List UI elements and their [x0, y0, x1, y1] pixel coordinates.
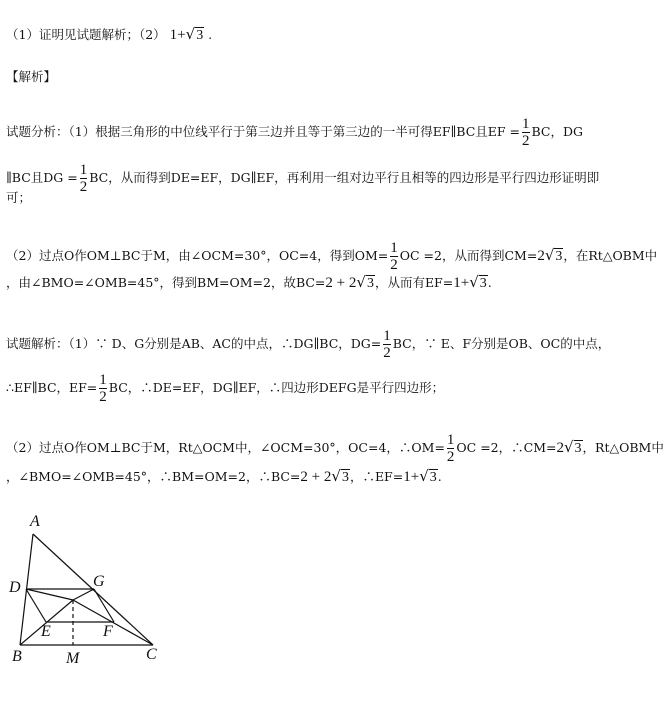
fraction-half: $\frac{1}{2}$	[99, 372, 107, 405]
fraction-half: $\frac{1}{2}$	[522, 116, 530, 149]
label-A: A	[30, 513, 40, 530]
label-B: B	[12, 648, 22, 665]
fraction-half: $\frac{1}{2}$	[79, 162, 88, 195]
answer-line	[6, 26, 630, 44]
label-G: G	[93, 573, 105, 590]
label-E: E	[41, 623, 51, 640]
analysis-line-4: （2）过点O作OM⊥BC于M，由∠OCM=30°，OC=4，得到OM= $\frac{1}{2}$ OC =2，从而得到CM=2√3，在Rt△OBM中	[6, 240, 658, 273]
answer-end: .	[208, 27, 213, 42]
jiexi-header: 【解析】	[6, 69, 57, 84]
label-F: F	[103, 623, 113, 640]
solution-line-4: ，∠BMO=∠OMB=45°，∴BM=OM=2，∴BC=2 + 2√3，∴EF=1+√3.	[6, 467, 442, 485]
figure-lines	[20, 534, 153, 645]
label-D: D	[9, 579, 21, 596]
answer-text: （1）证明见试题解析；（2）	[6, 27, 166, 42]
solution-line-3: （2）过点O作OM⊥BC于M，Rt△OCM中，∠OCM=30°，OC=4，∴OM= $\frac{1}{2}$ OC =2，∴CM=2√3，Rt△OBM中	[6, 432, 664, 465]
fraction-half: $\frac{1}{2}$	[390, 240, 398, 273]
solution-line-2: ∴EF∥BC，EF= $\frac{1}{2}$ BC，∴DE=EF，DG∥EF，∴四边形DEFG是平行四边形；	[6, 372, 445, 405]
analysis-line-1: 试题分析：（1）根据三角形的中位线平行于第三边并且等于第三边的一半可得EF∥BC且EF = $\frac{1}{2}$ BC，DG	[6, 116, 584, 149]
label-M: M	[66, 650, 80, 667]
sqrt-expr: √3	[185, 25, 204, 43]
geometry-figure	[0, 512, 200, 702]
fraction-half: $\frac{1}{2}$	[383, 328, 391, 361]
label-C: C	[146, 646, 157, 663]
analysis-line-3: 可；	[6, 190, 32, 205]
analysis-line-5: ，由∠BMO=∠OMB=45°，得到BM=OM=2，故BC=2 + 2√3，从而有EF=1+√3.	[6, 273, 492, 291]
analysis-line-2: ∥BC且DG = $\frac{1}{2}$ BC，从而得到DE=EF，DG∥EF，再利用一组对边平行且相等的四边形是平行四边形证明即	[6, 162, 600, 195]
answer-math: 1+	[169, 27, 186, 43]
solution-line-1: 试题解析：（1）∵ D、G分别是AB、AC的中点，∴DG∥BC，DG= $\frac{1}{2}$ BC，∵ E、F分别是OB、OC的中点，	[6, 328, 611, 361]
fraction-half: $\frac{1}{2}$	[446, 432, 455, 465]
